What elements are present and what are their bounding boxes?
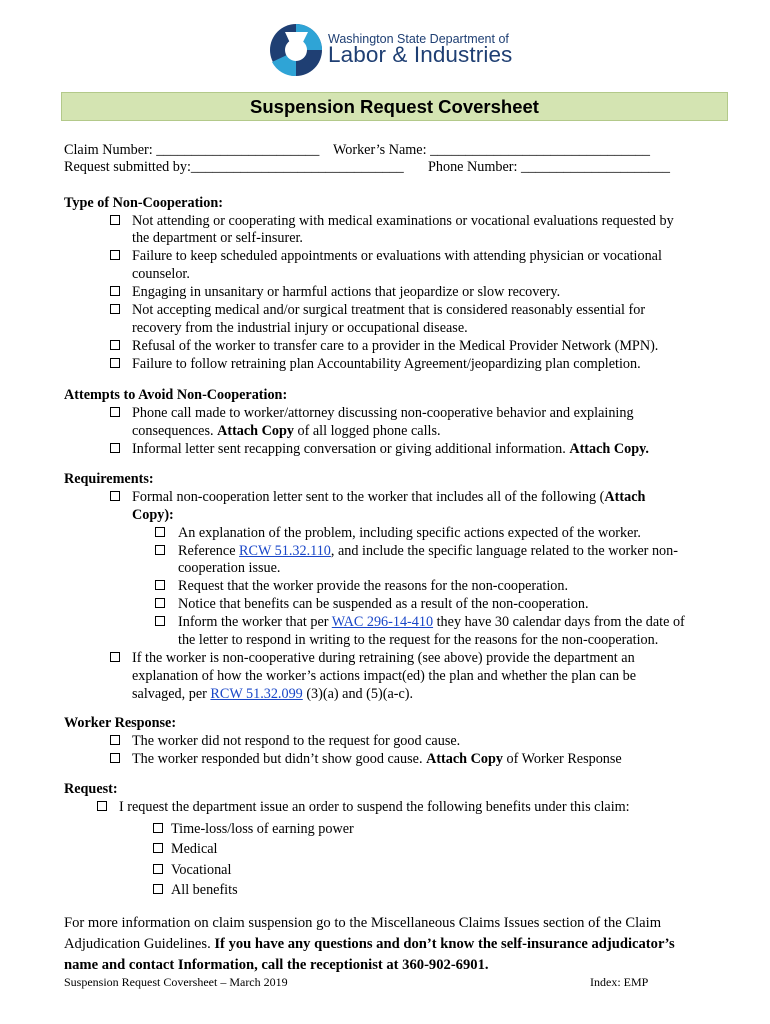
type-item-1-cont: the department or self-insurer. bbox=[132, 230, 303, 246]
req-sub-1: An explanation of the problem, including specific actions expected of the worker. bbox=[178, 525, 641, 541]
req-item-2-cont2: salvaged, per RCW 51.32.099 (3)(a) and (5)(a-c). bbox=[132, 686, 414, 702]
type-item-2: Failure to keep scheduled appointments or evaluations with attending physician or vocational bbox=[132, 248, 662, 264]
checkbox-benefit-medical[interactable] bbox=[153, 840, 171, 858]
checkbox-request[interactable] bbox=[97, 798, 115, 816]
checkbox-type-1[interactable] bbox=[110, 212, 128, 230]
type-item-1: Not attending or cooperating with medical examinations or vocational evaluations requested by bbox=[132, 213, 674, 229]
claim-number-field[interactable]: Claim Number: _______________________ bbox=[64, 142, 320, 158]
req-sub-2-cont: cooperation issue. bbox=[178, 560, 281, 576]
request-item: I request the department issue an order to suspend the following benefits under this claim: bbox=[119, 799, 630, 815]
checkbox-attempt-2[interactable] bbox=[110, 440, 128, 458]
req-sub-2: Reference RCW 51.32.110, and include the specific language related to the worker non- bbox=[178, 543, 678, 559]
closing-line-1: For more information on claim suspension go to the Miscellaneous Claims Issues section of the Claim bbox=[64, 915, 662, 931]
page-title: Suspension Request Coversheet bbox=[61, 92, 728, 121]
checkbox-type-4[interactable] bbox=[110, 301, 128, 319]
agency-name-line2: Labor & Industries bbox=[328, 42, 513, 67]
benefit-timeloss: Time-loss/loss of earning power bbox=[171, 821, 354, 837]
checkbox-attempt-1[interactable] bbox=[110, 404, 128, 422]
checkbox-response-2[interactable] bbox=[110, 750, 128, 768]
type-item-4: Not accepting medical and/or surgical treatment that is considered reasonably essential for bbox=[132, 302, 646, 318]
section-heading-worker-response: Worker Response: bbox=[64, 715, 177, 731]
checkbox-req-sub-4[interactable] bbox=[155, 595, 173, 613]
checkbox-req-sub-1[interactable] bbox=[155, 524, 173, 542]
attempt-item-1: Phone call made to worker/attorney discussing non-cooperative behavior and explaining bbox=[132, 405, 634, 421]
wac-296-14-410-link[interactable]: WAC 296-14-410 bbox=[331, 614, 434, 630]
checkbox-req-sub-5[interactable] bbox=[155, 613, 173, 631]
benefit-vocational: Vocational bbox=[171, 862, 232, 878]
req-sub-3: Request that the worker provide the reasons for the non-cooperation. bbox=[178, 578, 569, 594]
lni-logo-icon bbox=[268, 22, 324, 78]
checkbox-type-5[interactable] bbox=[110, 337, 128, 355]
checkbox-req-sub-2[interactable] bbox=[155, 542, 173, 560]
agency-name-line1: Washington State Department of bbox=[328, 32, 509, 46]
response-item-2: The worker responded but didn’t show good cause. Attach Copy of Worker Response bbox=[132, 751, 622, 767]
agency-logo bbox=[268, 18, 513, 78]
type-item-6: Failure to follow retraining plan Accountability Agreement/jeopardizing plan completion. bbox=[132, 356, 641, 372]
checkbox-req-sub-3[interactable] bbox=[155, 577, 173, 595]
type-item-2-cont: counselor. bbox=[132, 266, 190, 282]
req-item-1-cont: Copy): bbox=[132, 507, 174, 523]
attempt-item-1-cont: consequences. Attach Copy of all logged phone calls. bbox=[132, 423, 441, 439]
workers-name-field[interactable]: Worker’s Name: _______________________________ bbox=[333, 142, 650, 158]
phone-number-field[interactable]: Phone Number: _____________________ bbox=[428, 159, 670, 175]
closing-line-2: Adjudication Guidelines. If you have any questions and don’t know the self-insurance adjudicator’s bbox=[64, 936, 675, 952]
type-item-5: Refusal of the worker to transfer care to a provider in the Medical Provider Network (MPN). bbox=[132, 338, 659, 354]
rcw-51-32-099-link[interactable]: RCW 51.32.099 bbox=[210, 686, 303, 702]
checkbox-benefit-all[interactable] bbox=[153, 881, 171, 899]
checkbox-response-1[interactable] bbox=[110, 732, 128, 750]
section-heading-attempts: Attempts to Avoid Non-Cooperation: bbox=[64, 387, 288, 403]
checkbox-benefit-timeloss[interactable] bbox=[153, 820, 171, 838]
footer-left: Suspension Request Coversheet – March 2019 bbox=[64, 975, 288, 989]
checkbox-req-1[interactable] bbox=[110, 488, 128, 506]
req-sub-4: Notice that benefits can be suspended as a result of the non-cooperation. bbox=[178, 596, 589, 612]
section-heading-requirements: Requirements: bbox=[64, 471, 154, 487]
req-item-1: Formal non-cooperation letter sent to the worker that includes all of the following (Attach bbox=[132, 489, 646, 505]
req-sub-5: Inform the worker that per WAC 296-14-410 they have 30 calendar days from the date of bbox=[178, 614, 685, 630]
closing-line-3: name and contact Information, call the receptionist at 360-902-6901. bbox=[64, 957, 489, 973]
benefit-all: All benefits bbox=[171, 882, 238, 898]
type-item-4-cont: recovery from the industrial injury or occupational disease. bbox=[132, 320, 468, 336]
req-item-2-cont1: explanation of how the worker’s actions impact(ed) the plan and whether the plan can be bbox=[132, 668, 637, 684]
req-sub-5-cont: the letter to respond in writing to the request for the reasons for the non-cooperation. bbox=[178, 632, 659, 648]
rcw-51-32-110-link[interactable]: RCW 51.32.110 bbox=[239, 543, 331, 559]
checkbox-req-2[interactable] bbox=[110, 649, 128, 667]
attempt-item-2: Informal letter sent recapping conversation or giving additional information. Attach Copy. bbox=[132, 441, 649, 457]
section-heading-type: Type of Non-Cooperation: bbox=[64, 195, 223, 211]
footer-index: Index: EMP bbox=[590, 975, 649, 989]
req-item-2: If the worker is non-cooperative during retraining (see above) provide the department an bbox=[132, 650, 635, 666]
checkbox-benefit-vocational[interactable] bbox=[153, 861, 171, 879]
checkbox-type-2[interactable] bbox=[110, 247, 128, 265]
benefit-medical: Medical bbox=[171, 841, 218, 857]
checkbox-type-6[interactable] bbox=[110, 355, 128, 373]
checkbox-type-3[interactable] bbox=[110, 283, 128, 301]
type-item-3: Engaging in unsanitary or harmful actions that jeopardize or slow recovery. bbox=[132, 284, 561, 300]
request-submitted-field[interactable]: Request submitted by:______________________________ bbox=[64, 159, 404, 175]
response-item-1: The worker did not respond to the request for good cause. bbox=[132, 733, 461, 749]
section-heading-request: Request: bbox=[64, 781, 118, 797]
